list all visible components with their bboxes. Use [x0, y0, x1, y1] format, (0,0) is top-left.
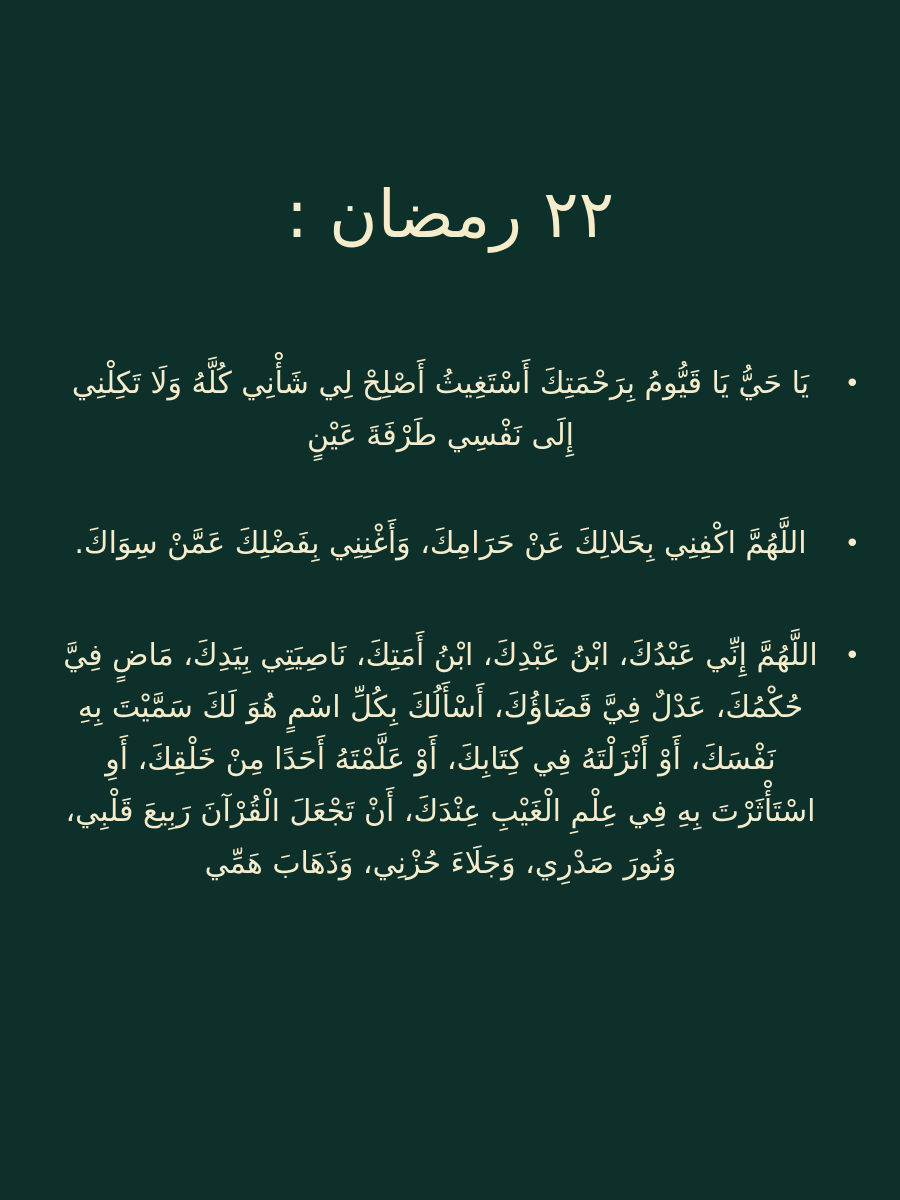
- page-title: ٢٢ رمضان :: [285, 176, 615, 253]
- dua-text: اللَّهُمَّ إِنِّي عَبْدُكَ، ابْنُ عَبْدِكَ، ابْنُ أَمَتِكَ، نَاصِيَتِي بِيَدِكَ، مَاضٍ فِيَّ حُكْمُكَ، عَدْلٌ فِيَّ قَضَاؤُكَ، أَسْأَلُكَ بِكُلِّ اسْمٍ هُوَ لَكَ سَمَّيْتَ بِهِ نَفْسَكَ، أَوْ أَنْزَلْتَهُ فِي كِتَابِكَ، أَوْ عَلَّمْتَهُ أَحَدًا مِنْ خَلْقِكَ، أَوِ اسْتَأْثَرْتَ بِهِ فِي عِلْمِ الْغَيْبِ عِنْدَكَ، أَنْ تَجْعَلَ الْقُرْآنَ رَبِيعَ قَلْبِي، وَنُورَ صَدْرِي، وَجَلَاءَ حُزْنِي، وَذَهَابَ هَمِّي: [63, 638, 818, 881]
- dua-text: اللَّهُمَّ اكْفِنِي بِحَلالِكَ عَنْ حَرَامِكَ، وَأَغْنِنِي بِفَضْلِكَ عَمَّنْ سِوَاكَ.: [74, 526, 807, 561]
- bullet-icon: •: [844, 369, 860, 399]
- dua-text: يَا حَيُّ يَا قَيُّومُ بِرَحْمَتِكَ أَسْتَغِيثُ أَصْلِحْ لِي شَأْنِي كُلَّهُ وَلَا تَكِلْنِي إِلَى نَفْسِي طَرْفَةَ عَيْنٍ: [71, 366, 810, 453]
- bullet-icon: •: [844, 641, 860, 671]
- list-item: [55, 518, 860, 570]
- dua-list: [55, 358, 860, 946]
- list-item: [55, 358, 860, 462]
- bullet-icon: •: [844, 529, 860, 559]
- list-item: [55, 630, 860, 890]
